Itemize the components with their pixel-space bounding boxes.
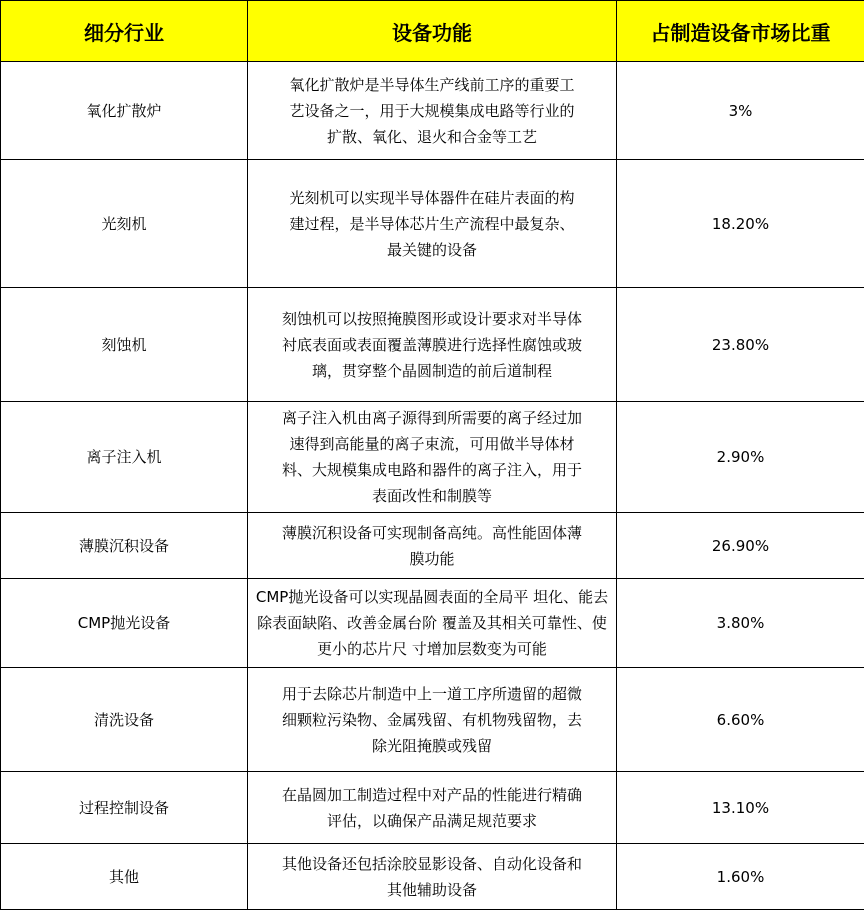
- table-row: [1, 579, 864, 668]
- table-row: [1, 288, 864, 402]
- header-share: 占制造设备市场比重: [617, 1, 864, 62]
- industry-cell: 过程控制设备: [1, 772, 248, 844]
- industry-cell: 离子注入机: [1, 402, 248, 513]
- industry-cell: 清洗设备: [1, 668, 248, 772]
- function-text: CMP抛光设备可以实现晶圆表面的全局平 坦化、能去除表面缺陷、改善金属台阶 覆盖及其相关可靠性、使更小的芯片尺 寸增加层数变为可能: [255, 588, 609, 658]
- industry-cell: 刻蚀机: [1, 288, 248, 402]
- share-cell: 1.60%: [617, 844, 864, 910]
- function-text: 其他设备还包括涂胶显影设备、自动化设备和其他辅助设备: [282, 854, 583, 899]
- share-cell: 23.80%: [617, 288, 864, 402]
- industry-cell: 氧化扩散炉: [1, 62, 248, 160]
- function-cell: [248, 513, 617, 579]
- function-text: 薄膜沉积设备可实现制备高纯。高性能固体薄膜功能: [282, 523, 583, 568]
- industry-cell: 其他: [1, 844, 248, 910]
- function-text: 用于去除芯片制造中上一道工序所遗留的超微细颗粒污染物、金属残留、有机物残留物，去除光阻掩膜或残留: [282, 684, 583, 755]
- header-industry: 细分行业: [1, 1, 248, 62]
- function-cell: [248, 160, 617, 288]
- function-text: 刻蚀机可以按照掩膜图形或设计要求对半导体衬底表面或表面覆盖薄膜进行选择性腐蚀或玻璃，贯穿整个晶圆制造的前后道制程: [282, 309, 583, 380]
- industry-cell: CMP抛光设备: [1, 579, 248, 668]
- industry-cell: 薄膜沉积设备: [1, 513, 248, 579]
- function-cell: [248, 288, 617, 402]
- function-text: 光刻机可以实现半导体器件在硅片表面的构建过程，是半导体芯片生产流程中最复杂、最关键的设备: [289, 188, 575, 259]
- share-cell: 6.60%: [617, 668, 864, 772]
- table-row: [1, 513, 864, 579]
- table-row: [1, 668, 864, 772]
- function-cell: [248, 668, 617, 772]
- function-text: 离子注入机由离子源得到所需要的离子经过加速得到高能量的离子束流，可用做半导体材料、大规模集成电路和器件的离子注入，用于表面改性和制膜等: [282, 409, 583, 505]
- function-cell: [248, 402, 617, 513]
- share-cell: 13.10%: [617, 772, 864, 844]
- function-text: 在晶圆加工制造过程中对产品的性能进行精确评估，以确保产品满足规范要求: [282, 785, 583, 830]
- share-cell: 26.90%: [617, 513, 864, 579]
- share-cell: 3.80%: [617, 579, 864, 668]
- function-cell: [248, 844, 617, 910]
- share-cell: 2.90%: [617, 402, 864, 513]
- header-function: 设备功能: [248, 1, 617, 62]
- function-cell: [248, 579, 617, 668]
- table-row: [1, 160, 864, 288]
- function-text: 氧化扩散炉是半导体生产线前工序的重要工艺设备之一，用于大规模集成电路等行业的扩散、氧化、退火和合金等工艺: [289, 75, 575, 146]
- table-row: [1, 62, 864, 160]
- function-cell: [248, 62, 617, 160]
- table-row: [1, 772, 864, 844]
- share-cell: 3%: [617, 62, 864, 160]
- industry-cell: 光刻机: [1, 160, 248, 288]
- table-row: [1, 844, 864, 910]
- share-cell: 18.20%: [617, 160, 864, 288]
- function-cell: [248, 772, 617, 844]
- table-row: [1, 402, 864, 513]
- header-row: [1, 1, 864, 62]
